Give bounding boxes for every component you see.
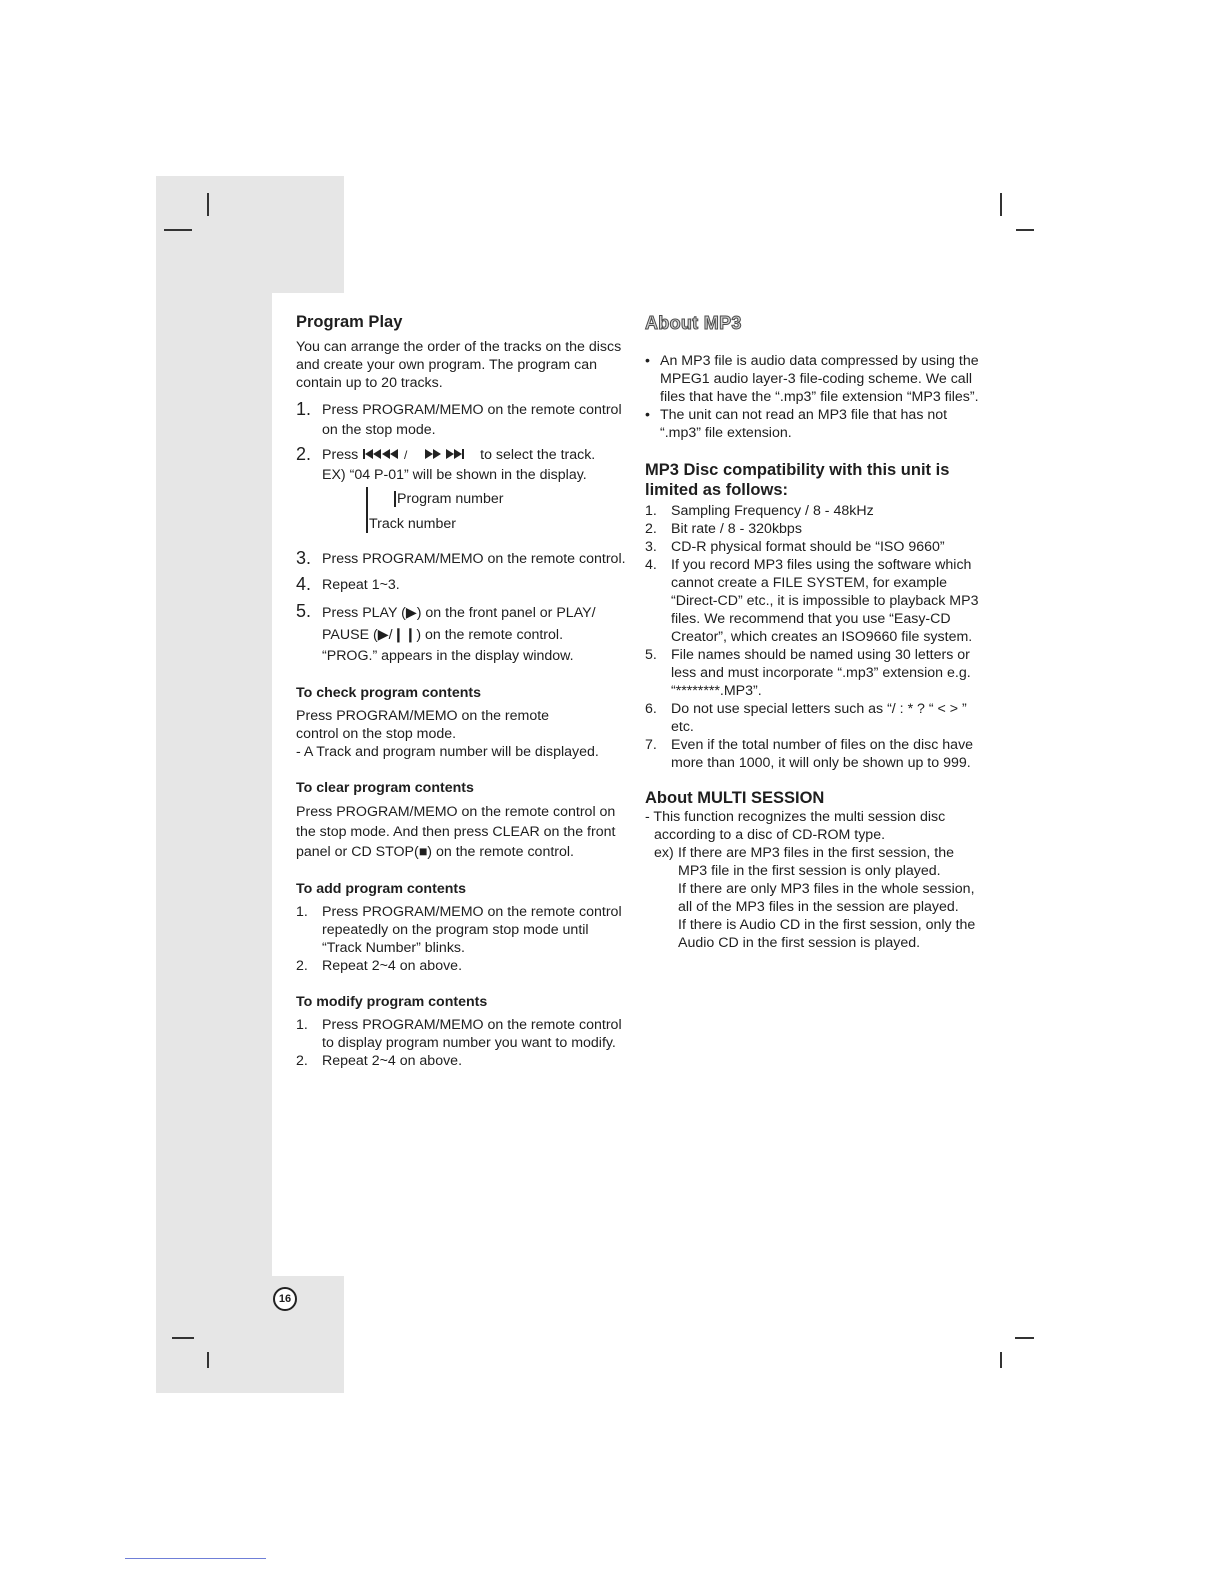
crop-mark: [1000, 1352, 1002, 1368]
modify-item-2: 2. Repeat 2~4 on above.: [296, 1053, 463, 1069]
step-2: 2. Press / to select the track. EX) “04 P-01” will be shown in the display.: [296, 444, 596, 483]
compat-title: MP3 Disc compatibility with this unit is limited as follows:: [645, 461, 950, 499]
compat-item: 1. Sampling Frequency / 8 - 48kHz: [645, 503, 874, 519]
check-text: Press PROGRAM/MEMO on the remote control on the stop mode.: [296, 708, 550, 742]
modify-item-1: 1. Press PROGRAM/MEMO on the remote control to display program number you want to modify.: [296, 1017, 622, 1051]
about-mp3-title: About MP3: [645, 313, 742, 333]
step-3: 3. Press PROGRAM/MEMO on the remote control.: [296, 548, 626, 568]
crop-mark: [1000, 193, 1002, 216]
footer-link-line: [125, 1558, 266, 1559]
step-4: 4. Repeat 1~3.: [296, 574, 400, 594]
check-title: To check program contents: [296, 685, 481, 701]
svg-text:/: /: [404, 448, 408, 460]
compat-item: 4. If you record MP3 files using the software which cannot create a FILE SYSTEM, for example “Direct-CD” etc., it is impossible to playback MP3 files. We recommend that you use “Easy-CD Creator”, which creates an ISO9660 file system.: [645, 557, 979, 645]
crop-mark: [1015, 1337, 1034, 1339]
program-number-label: Program number: [397, 491, 504, 507]
add-item-2: 2. Repeat 2~4 on above.: [296, 958, 463, 974]
mp3-bullet-1: • An MP3 file is audio data compressed by using the MPEG1 audio layer-3 file-coding scheme. We call files that have the “.mp3” file extension “MP3 files”.: [645, 353, 979, 405]
compat-list: [645, 502, 985, 772]
diagram-line-track: [366, 487, 368, 533]
side-bar-bottom: [156, 1276, 344, 1393]
skip-forward-icon: [424, 448, 476, 460]
multi-session-intro: - This function recognizes the multi session disc according to a disc of CD-ROM type.: [645, 809, 946, 843]
multi-ex-2: If there are only MP3 files in the whole session, all of the MP3 files in the session are played.: [678, 881, 975, 915]
add-item-1: 1. Press PROGRAM/MEMO on the remote control repeatedly on the program stop mode until “Track Number” blinks.: [296, 904, 622, 956]
crop-mark: [207, 1352, 209, 1368]
crop-mark: [207, 193, 209, 216]
step-5: 5. Press PLAY (▶) on the front panel or PLAY/ PAUSE (▶/❙❙) on the remote control. “PROG.” appears in the display window.: [296, 601, 596, 664]
multi-session-title: About MULTI SESSION: [645, 789, 825, 807]
crop-mark: [172, 1337, 194, 1339]
add-title: To add program contents: [296, 881, 466, 897]
side-bar-top: [156, 176, 344, 293]
compat-item: 3. CD-R physical format should be “ISO 9660”: [645, 539, 945, 555]
check-note: - A Track and program number will be displayed.: [296, 744, 599, 760]
crop-mark: [164, 229, 192, 231]
track-number-label: Track number: [369, 516, 456, 532]
mp3-bullet-2: • The unit can not read an MP3 file that has not “.mp3” file extension.: [645, 407, 948, 441]
diagram-line-program: [394, 491, 396, 507]
program-play-intro: You can arrange the order of the tracks on the discs and create your own program. The program can contain up to 20 tracks.: [296, 339, 622, 391]
multi-session-examples: ex) If there are MP3 files in the first session, the MP3 file in the first session is only played. If there are only MP3 files in the whole session, all of the MP3 files in the session are played. If there is Audio CD in the first session, only the Audio CD in the first session is played.: [645, 844, 985, 952]
side-bar-middle: [156, 293, 272, 1276]
compat-item: 5. File names should be named using 30 letters or less and must incorporate “.mp3” extension e.g. “********.MP3”.: [645, 647, 971, 699]
crop-mark: [1016, 229, 1034, 231]
compat-item: 2. Bit rate / 8 - 320kbps: [645, 521, 802, 537]
multi-ex-1: If there are MP3 files in the first session, the MP3 file in the first session is only played.: [678, 845, 954, 879]
skip-back-icon: [362, 448, 420, 460]
right-column: [645, 312, 985, 952]
compat-item: 7. Even if the total number of files on the disc have more than 1000, it will only be shown up to 999.: [645, 737, 974, 771]
step-1: 1. Press PROGRAM/MEMO on the remote control on the stop mode.: [296, 399, 622, 438]
program-play-title: Program Play: [296, 313, 403, 331]
clear-text: Press PROGRAM/MEMO on the remote control on the stop mode. And then press CLEAR on the front panel or CD STOP(■) on the remote control.: [296, 804, 616, 860]
multi-ex-3: If there is Audio CD in the first session, only the Audio CD in the first session is played.: [678, 917, 976, 951]
display-diagram: [366, 485, 631, 541]
page-number: 16: [273, 1287, 297, 1311]
clear-title: To clear program contents: [296, 780, 474, 796]
compat-item: 6. Do not use special letters such as “/ : * ? “ < > ” etc.: [645, 701, 967, 735]
left-column: [296, 312, 631, 1070]
modify-title: To modify program contents: [296, 994, 488, 1010]
